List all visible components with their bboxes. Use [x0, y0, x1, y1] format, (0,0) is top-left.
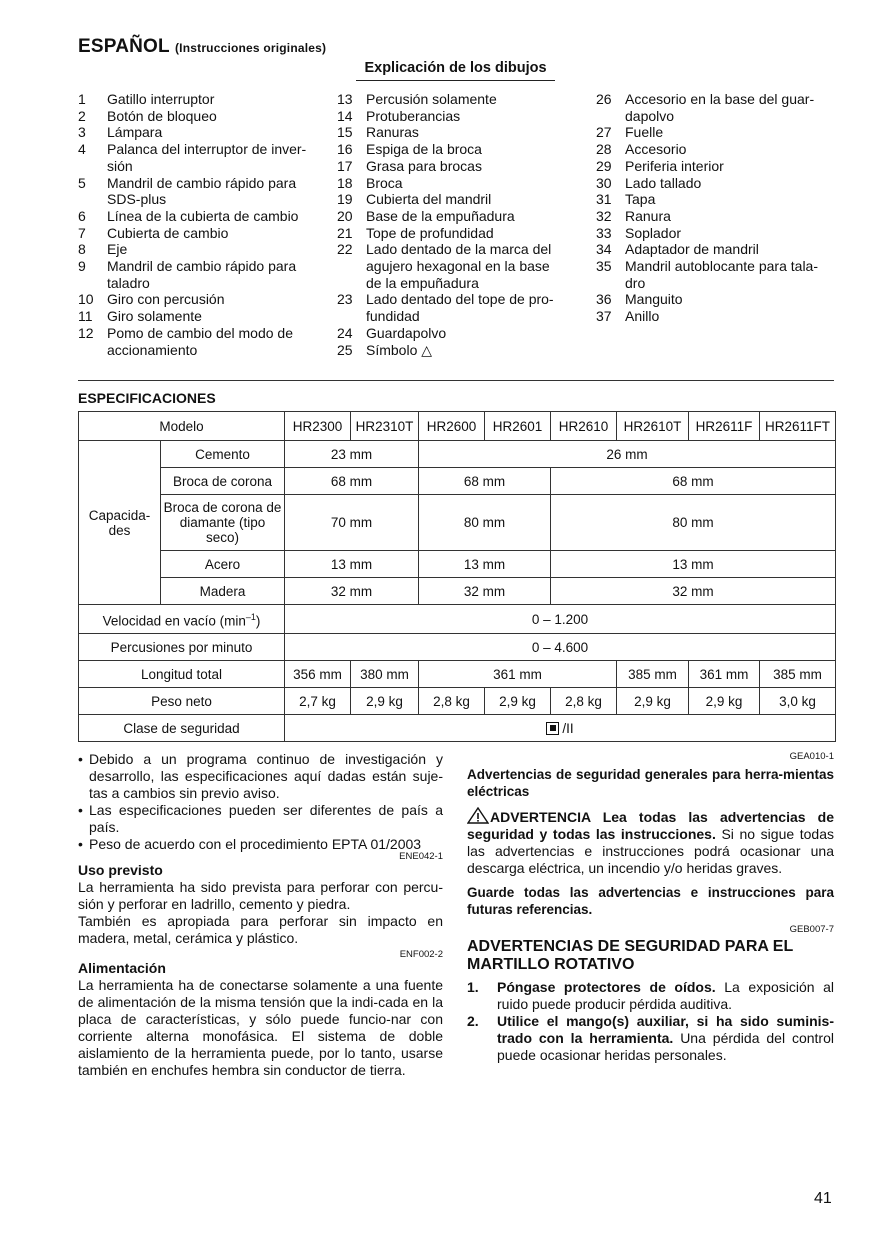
- legend-number: 36: [596, 291, 612, 308]
- legend-number: 7: [78, 224, 86, 241]
- legend-item: [337, 225, 569, 242]
- legend-number: 20: [337, 207, 353, 224]
- legend-number: 9: [78, 258, 86, 275]
- safety-row: [79, 715, 836, 742]
- blows-label: Percusiones por minuto: [79, 634, 285, 661]
- section-heading: Alimentación: [78, 960, 166, 976]
- bullet-icon: •: [78, 751, 83, 767]
- legend-item: [78, 175, 318, 208]
- legend-text: Mandril de cambio rápido para taladro: [107, 258, 297, 291]
- specs-table: [78, 411, 836, 742]
- legend-column-2: [337, 91, 569, 358]
- legend-text: Botón de bloqueo: [107, 107, 217, 124]
- legend-item: [337, 91, 569, 108]
- paragraph: También es apropiada para perforar sin impacto en madera, metal, cerámica y plástico.: [78, 913, 443, 946]
- legend-item: [337, 124, 569, 141]
- cement-row: [79, 441, 836, 468]
- steel-value: 13 mm: [419, 551, 551, 578]
- legend-item: [337, 342, 569, 359]
- model-cell: HR2611F: [689, 412, 760, 441]
- language-subtitle: (Instrucciones originales): [174, 41, 327, 55]
- legend-number: 2: [78, 107, 86, 124]
- legend-text: Fuelle: [625, 124, 664, 141]
- warning-paragraph: [467, 807, 834, 877]
- section-heading: Advertencias de seguridad generales para herra-mientas eléctricas: [467, 767, 834, 799]
- legend-number: 19: [337, 191, 353, 208]
- model-cell: HR2600: [419, 412, 485, 441]
- model-cell: HR2610: [551, 412, 617, 441]
- length-value: 385 mm: [617, 661, 689, 688]
- legend-text: Eje: [107, 241, 128, 258]
- cement-label: Cemento: [161, 441, 285, 468]
- legend-text: Cubierta de cambio: [107, 224, 229, 241]
- legend-number: 11: [78, 308, 93, 325]
- legend-number: 31: [596, 191, 612, 208]
- wood-label: Madera: [161, 578, 285, 605]
- reference-code: ENE042-1: [399, 851, 443, 862]
- length-row: [79, 661, 836, 688]
- legend-text: Ranura: [625, 207, 671, 224]
- legend-item: [78, 225, 318, 242]
- item-bold: Utilice el mango(s) auxiliar, si ha sido suminis-trado con la herramienta.: [497, 1013, 834, 1046]
- list-item: [78, 836, 443, 853]
- wood-row: [79, 578, 836, 605]
- reference-code: GEA010-1: [789, 751, 834, 762]
- legend-item: [78, 325, 318, 358]
- legend-item: [596, 208, 833, 225]
- legend-item: [596, 225, 833, 242]
- model-cell: HR2610T: [617, 412, 689, 441]
- legend-text: Adaptador de mandril: [625, 241, 759, 258]
- legend-text: Giro con percusión: [107, 291, 225, 308]
- legend-number: 10: [78, 291, 94, 308]
- legend-number: 3: [78, 124, 86, 141]
- warning-text: Si no sigue todas las advertencias e instrucciones podrá ocasionar una descarga eléctrica, un incendio y/o heridas graves.: [467, 826, 835, 876]
- legend-text: Giro solamente: [107, 308, 202, 325]
- diamond-core-label: Broca de corona de diamante (tipo seco): [161, 495, 285, 551]
- safety-value: /II: [562, 720, 574, 736]
- legend-column-1: [78, 91, 318, 358]
- legend-item: [78, 141, 318, 174]
- list-item: [467, 979, 834, 1013]
- legend-text: Accesorio en la base del guar-dapolvo: [625, 91, 815, 124]
- legend-item: [337, 108, 569, 125]
- legend-item: [596, 258, 833, 291]
- legend-text: Manguito: [625, 291, 683, 308]
- legend-number: 5: [78, 174, 86, 191]
- keep-instructions: Guarde todas las advertencias e instrucciones para futuras referencias.: [467, 885, 834, 917]
- reference-code: ENF002-2: [399, 949, 443, 960]
- legend-number: 21: [337, 224, 353, 241]
- cement-value: 26 mm: [419, 441, 836, 468]
- legend-text: Tope de profundidad: [366, 224, 494, 241]
- weight-value: 2,8 kg: [419, 688, 485, 715]
- legend-text: Anillo: [625, 308, 660, 325]
- legend-item: [596, 291, 833, 308]
- legend-item: [78, 308, 318, 325]
- specs-title: ESPECIFICACIONES: [78, 390, 216, 406]
- bullet-icon: •: [78, 802, 83, 818]
- core-bit-label: Broca de corona: [161, 468, 285, 495]
- legend-text: Accesorio: [625, 141, 687, 158]
- diamond-core-value: 80 mm: [419, 495, 551, 551]
- legend-text: Gatillo interruptor: [107, 91, 215, 107]
- item-number: 2.: [467, 1013, 479, 1029]
- legend-item: [337, 191, 569, 208]
- legend-text: Símbolo △: [366, 341, 433, 358]
- legend-number: 1: [78, 91, 86, 107]
- steel-row: [79, 551, 836, 578]
- legend-number: 15: [337, 124, 353, 141]
- legend-item: [78, 241, 318, 258]
- legend-number: 14: [337, 107, 353, 124]
- legend-text: Lámpara: [107, 124, 163, 141]
- speed-label-end: ): [255, 613, 261, 629]
- core-bit-row: [79, 468, 836, 495]
- legend-item: [78, 208, 318, 225]
- weight-value: 2,9 kg: [689, 688, 760, 715]
- bullet-icon: •: [78, 836, 83, 852]
- language-title: ESPAÑOL: [78, 36, 170, 57]
- core-bit-value: 68 mm: [285, 468, 419, 495]
- steel-label: Acero: [161, 551, 285, 578]
- legend-item: [596, 91, 833, 124]
- legend-number: 23: [337, 291, 353, 308]
- weight-value: 2,8 kg: [551, 688, 617, 715]
- legend-number: 35: [596, 258, 612, 275]
- legend-item: [596, 141, 833, 158]
- legend-number: 27: [596, 124, 612, 141]
- item-text: Una pérdida del control puede ocasionar heridas personales.: [497, 1030, 834, 1063]
- legend-item: [78, 91, 318, 108]
- steel-value: 13 mm: [551, 551, 836, 578]
- legend-item: [596, 124, 833, 141]
- legend-text: Soplador: [625, 224, 682, 241]
- legend-item: [78, 258, 318, 291]
- diamond-core-value: 70 mm: [285, 495, 419, 551]
- legend-text: Línea de la cubierta de cambio: [107, 207, 299, 224]
- legend-item: [78, 291, 318, 308]
- list-item: [78, 751, 443, 802]
- weight-value: 2,7 kg: [285, 688, 351, 715]
- legend-text: Mandril de cambio rápido para SDS-plus: [107, 174, 297, 208]
- legend-number: 33: [596, 224, 612, 241]
- steel-value: 13 mm: [285, 551, 419, 578]
- legend-text: Espiga de la broca: [366, 141, 482, 158]
- weight-value: 2,9 kg: [617, 688, 689, 715]
- legend-number: 18: [337, 174, 353, 191]
- length-value: 385 mm: [760, 661, 836, 688]
- bullet-text: Debido a un programa continuo de investigación y desarrollo, las especificaciones aquí dadas están suje-tas a cambios sin previo aviso.: [89, 751, 443, 801]
- legend-item: [337, 175, 569, 192]
- legend-text: Pomo de cambio del modo de accionamiento: [107, 324, 293, 358]
- bullet-text: Las especificaciones pueden ser diferentes de país a país.: [89, 802, 443, 835]
- legend-text: Palanca del interruptor de inver-sión: [107, 141, 307, 174]
- blows-row: [79, 634, 836, 661]
- weight-label: Peso neto: [79, 688, 285, 715]
- item-text: La exposición al ruido puede producir pérdida auditiva.: [497, 979, 834, 1012]
- wood-value: 32 mm: [285, 578, 419, 605]
- double-insulation-icon: [546, 722, 559, 735]
- legend-text: Grasa para brocas: [366, 157, 482, 174]
- legend-item: [596, 158, 833, 175]
- core-bit-value: 68 mm: [419, 468, 551, 495]
- model-cell: HR2300: [285, 412, 351, 441]
- legend-text: Lado tallado: [625, 174, 702, 191]
- legend-number: 30: [596, 174, 612, 191]
- safety-label: Clase de seguridad: [79, 715, 285, 742]
- legend-item: [78, 124, 318, 141]
- legend-text: Tapa: [625, 191, 656, 208]
- warning-bold: ADVERTENCIA Lea todas las advertencias de seguridad y todas las instrucciones.: [467, 809, 834, 842]
- model-cell: HR2611FT: [760, 412, 836, 441]
- length-value: 361 mm: [419, 661, 617, 688]
- wood-value: 32 mm: [551, 578, 836, 605]
- legend-item: [596, 191, 833, 208]
- legend-text: Percusión solamente: [366, 91, 497, 107]
- weight-value: 2,9 kg: [351, 688, 419, 715]
- legend-text: Ranuras: [366, 124, 419, 141]
- legend-number: 13: [337, 91, 353, 107]
- legend-number: 24: [337, 324, 353, 341]
- legend-number: 37: [596, 308, 612, 325]
- speed-label-text: Velocidad en vacío (min: [102, 613, 246, 629]
- paragraph: La herramienta ha sido prevista para perforar con percu-sión y perforar en ladrillo, cemento y piedra.: [78, 879, 443, 912]
- legend-number: 25: [337, 341, 353, 358]
- weight-row: [79, 688, 836, 715]
- legend-item: [337, 141, 569, 158]
- language-header: [78, 36, 326, 58]
- safety-value-cell: [285, 715, 836, 742]
- warning-icon: [467, 807, 489, 824]
- legend-text: Lado dentado de la marca del agujero hexagonal en la base de la empuñadura: [366, 241, 552, 291]
- legend-column-3: [596, 91, 833, 325]
- core-bit-value: 68 mm: [551, 468, 836, 495]
- paragraph: La herramienta ha de conectarse solamente a una fuente de alimentación de la misma tensión que la indi-cada en la placa de características, y sólo puede funcio-nar con corriente alterna monofásica. El sistema de doble aislamiento de la herramienta puede, por lo tanto, usarse también en enchufes hembra sin conductor de tierra.: [78, 977, 443, 1078]
- legend-number: 17: [337, 157, 353, 174]
- legend-text: Broca: [366, 174, 403, 191]
- model-row: [79, 412, 836, 441]
- speed-label: [79, 605, 285, 634]
- length-value: 356 mm: [285, 661, 351, 688]
- model-cell: HR2310T: [351, 412, 419, 441]
- legend-number: 8: [78, 241, 86, 258]
- legend-item: [78, 108, 318, 125]
- section-heading: ADVERTENCIAS DE SEGURIDAD PARA EL MARTILLO ROTATIVO: [467, 938, 793, 973]
- legend-text: Protuberancias: [366, 107, 461, 124]
- legend-text: Cubierta del mandril: [366, 191, 492, 208]
- legend-item: [337, 208, 569, 225]
- speed-value: 0 – 1.200: [285, 605, 836, 634]
- model-label: Modelo: [79, 412, 285, 441]
- page-number: 41: [814, 1190, 832, 1207]
- right-column: [467, 751, 834, 1064]
- length-label: Longitud total: [79, 661, 285, 688]
- length-value: 361 mm: [689, 661, 760, 688]
- diamond-core-row: [79, 495, 836, 551]
- legend-item: [337, 291, 569, 324]
- legend-number: 12: [78, 324, 94, 341]
- cement-value: 23 mm: [285, 441, 419, 468]
- legend-number: 6: [78, 207, 86, 224]
- legend-number: 34: [596, 241, 612, 258]
- item-number: 1.: [467, 979, 479, 995]
- legend-text: Mandril autoblocante para tala-dro: [625, 258, 819, 291]
- wood-value: 32 mm: [419, 578, 551, 605]
- legend-number: 32: [596, 207, 612, 224]
- diamond-core-value: 80 mm: [551, 495, 836, 551]
- section-divider: [78, 380, 834, 381]
- bullet-text: Peso de acuerdo con el procedimiento EPTA 01/2003: [89, 836, 422, 852]
- list-item: [467, 1013, 834, 1064]
- legend-number: 22: [337, 241, 353, 258]
- legend-number: 29: [596, 157, 612, 174]
- legend-text: Lado dentado del tope de pro-fundidad: [366, 291, 554, 325]
- length-value: 380 mm: [351, 661, 419, 688]
- model-cell: HR2601: [485, 412, 551, 441]
- item-bold: Póngase protectores de oídos.: [497, 979, 716, 995]
- left-column: [78, 751, 443, 1079]
- legend-text: Periferia interior: [625, 157, 724, 174]
- weight-value: 3,0 kg: [760, 688, 836, 715]
- legend-text: Guardapolvo: [366, 324, 447, 341]
- legend-item: [596, 175, 833, 192]
- legend-item: [337, 158, 569, 175]
- legend-item: [596, 241, 833, 258]
- explanation-title: Explicación de los dibujos: [356, 60, 555, 81]
- legend-number: 28: [596, 141, 612, 158]
- section-heading: Uso previsto: [78, 862, 163, 878]
- legend-number: 16: [337, 141, 353, 158]
- speed-row: [79, 605, 836, 634]
- list-item: [78, 802, 443, 836]
- legend-item: [596, 308, 833, 325]
- legend-item: [337, 325, 569, 342]
- legend-number: 26: [596, 91, 612, 107]
- reference-code: GEB007-7: [789, 924, 834, 935]
- blows-value: 0 – 4.600: [285, 634, 836, 661]
- legend-text: Base de la empuñadura: [366, 207, 515, 224]
- legend-number: 4: [78, 141, 86, 158]
- weight-value: 2,9 kg: [485, 688, 551, 715]
- speed-label-sup: –1: [245, 611, 256, 622]
- capacities-label: Capacida-des: [79, 441, 161, 605]
- legend-item: [337, 241, 569, 291]
